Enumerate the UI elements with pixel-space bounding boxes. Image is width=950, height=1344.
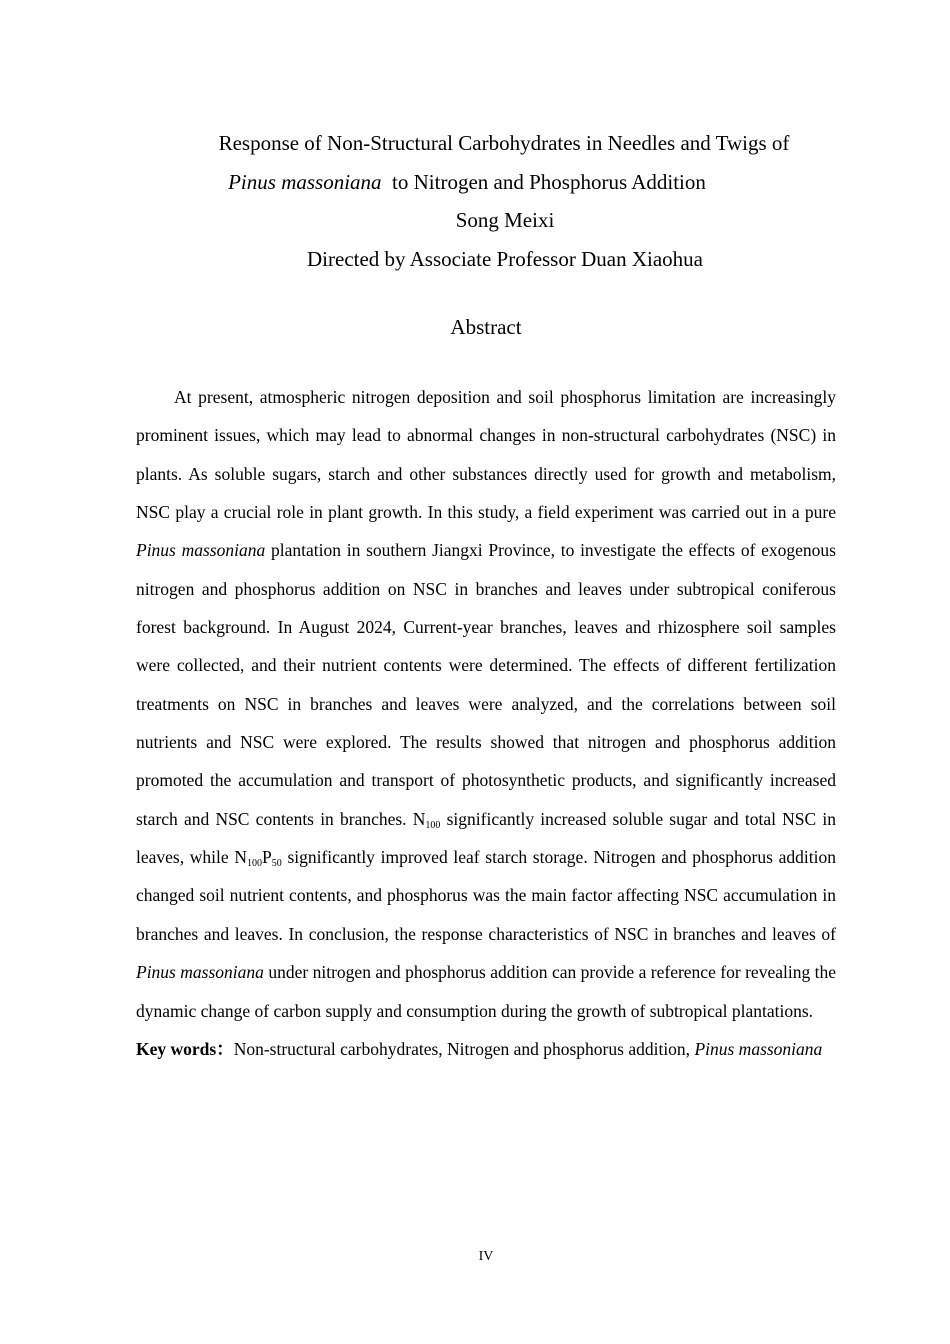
treatment-np: $N_{100}P_{50}$ [234, 847, 282, 870]
abstract-body [136, 378, 836, 1068]
keywords-label: Key words： [136, 1038, 234, 1059]
thesis-title-block [136, 124, 836, 278]
keywords-line [136, 1030, 836, 1068]
species-name: Pinus massoniana [228, 169, 382, 194]
abstract-text-2: plantation in southern Jiangxi Province, to investigate the effects of exogenous nitrogen and phosphorus addition on NSC in branches and leaves under subtropical coniferous forest background. In August 2024, Current-year branches, leaves and rhizosphere soil samples were collected, and their nutrient contents were determined. The effects of different fertilization treatments on NSC in branches and leaves were analyzed, and the correlations between soil nutrients and NSC were explored. The results showed that nitrogen and phosphorus addition promoted the accumulation and transport of photosynthetic products, and significantly increased starch and NSC contents in branches. [136, 540, 836, 829]
abstract-text-5: under nitrogen and phosphorus addition can provide a reference for revealing the dynamic change of carbon supply and consumption during the growth of subtropical plantations. [136, 962, 837, 1021]
treatment-n: $N_{100}$ [412, 808, 441, 831]
species-name: Pinus massoniana [136, 962, 264, 983]
keywords-text: Non-structural carbohydrates, Nitrogen and phosphorus addition, [233, 1038, 695, 1059]
thesis-title-line-1: Response of Non-Structural Carbohydrates in Needles and Twigs of [218, 131, 790, 155]
abstract-text-1: At present, atmospheric nitrogen deposition and soil phosphorus limitation are increasingly prominent issues, which may lead to abnormal changes in non-structural carbohydrates (NSC) in plants. As soluble sugars, starch and other substances directly used for growth and metabolism, NSC play a crucial role in plant growth. In this study, a field experiment was carried out in a pure [136, 387, 836, 523]
abstract-text-4: significantly improved leaf starch storage. Nitrogen and phosphorus addition changed soil nutrient contents, and phosphorus was the main factor affecting NSC accumulation in branches and leaves. In conclusion, the response characteristics of NSC in branches and leaves of [136, 847, 836, 944]
abstract-heading: Abstract [450, 315, 522, 339]
abstract-paragraph [136, 378, 836, 1030]
keywords-species: Pinus massoniana [694, 1038, 823, 1059]
species-name: Pinus massoniana [136, 540, 266, 561]
page-number: IV [478, 1249, 494, 1264]
thesis-title-line-2-rest: to Nitrogen and Phosphorus Addition [381, 169, 706, 194]
abstract-text-3: significantly increased soluble sugar and total NSC in leaves, while [136, 808, 836, 868]
thesis-title-line-2 [136, 163, 836, 202]
author-name: Song Meixi [455, 208, 555, 232]
advisor-line: Directed by Associate Professor Duan Xiaohua [307, 246, 703, 271]
